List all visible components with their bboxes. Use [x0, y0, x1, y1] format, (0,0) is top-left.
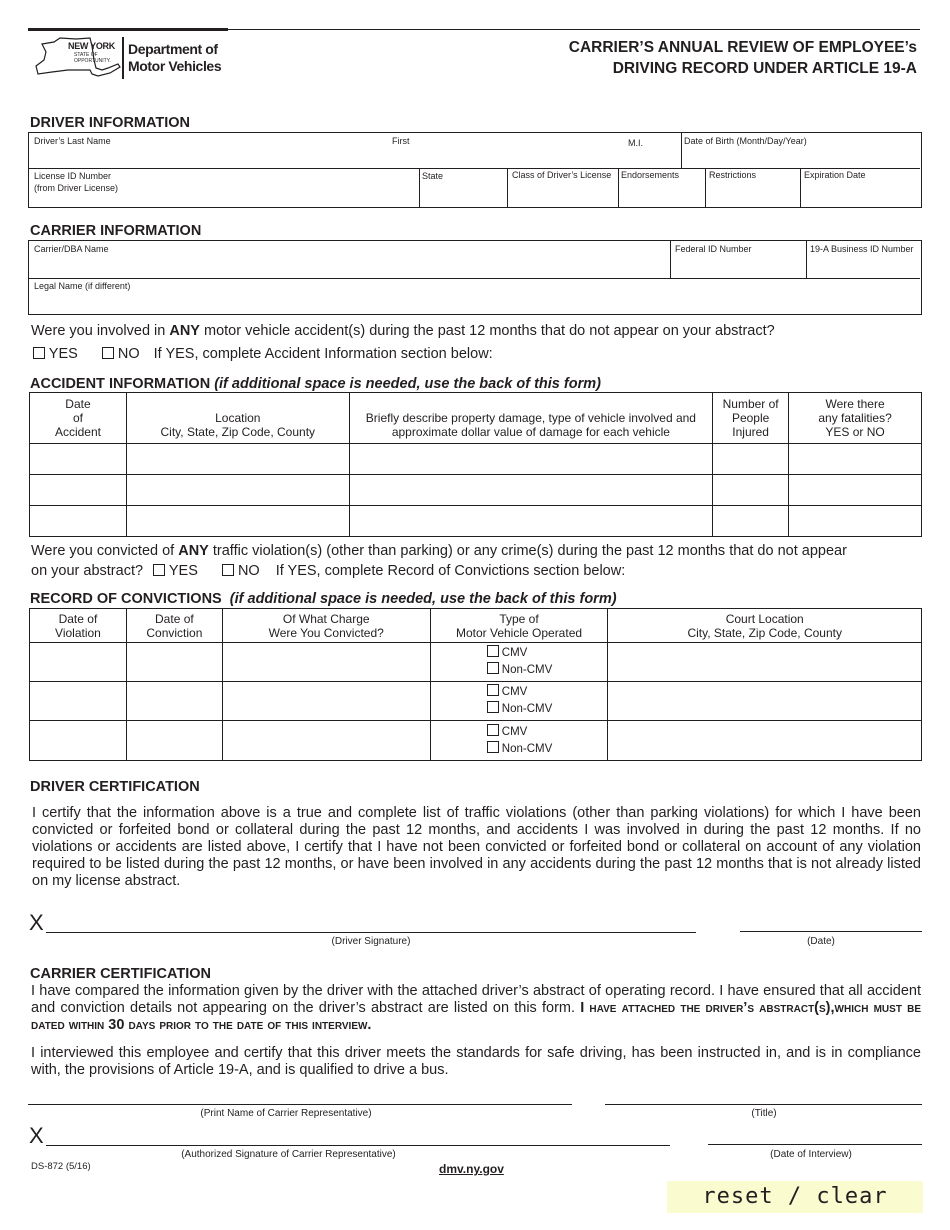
driver-signature-line[interactable]	[46, 932, 696, 933]
license-class-input[interactable]	[510, 187, 615, 205]
driver-signature-x: X	[29, 910, 44, 935]
conv-col-charge: Of What Charge Were You Convicted?	[222, 609, 430, 643]
court-location-cell[interactable]	[608, 682, 922, 721]
reset-clear-button[interactable]	[667, 1181, 923, 1213]
non-cmv-checkbox[interactable]	[487, 741, 499, 753]
driver-dob-input[interactable]	[684, 147, 916, 165]
vehicle-type-cell: CMV Non-CMV	[430, 682, 608, 721]
agency-line-2: Motor Vehicles	[128, 58, 222, 74]
accident-location-cell[interactable]	[126, 506, 349, 537]
accident-table-heading: ACCIDENT INFORMATION (if additional space is needed, use the back of this form)	[30, 376, 601, 392]
conviction-row	[30, 721, 922, 761]
accident-col-description: Briefly describe property damage, type of vehicle involved and approximate dollar value of damage for each vehicle	[349, 393, 713, 444]
violation-date-cell[interactable]	[30, 682, 127, 721]
accident-no-label: NO	[117, 346, 140, 362]
license-id-label: License ID Number (from Driver License)	[34, 171, 119, 193]
accident-table	[29, 392, 922, 537]
carrier-signature-caption: (Authorized Signature of Carrier Representative)	[181, 1149, 396, 1160]
state-label: State	[422, 171, 444, 181]
conviction-no-label: NO	[237, 563, 260, 579]
accident-fatalities-cell[interactable]	[789, 475, 922, 506]
conviction-no-checkbox[interactable]	[222, 564, 234, 576]
expiration-label: Expiration Date	[804, 170, 866, 180]
accident-row	[30, 506, 922, 537]
reset-clear-label: reset / clear	[702, 1184, 888, 1209]
conviction-question: Were you convicted of ANY traffic violation(s) (other than parking) or any crime(s) during the past 12 months that do not appear	[31, 543, 847, 559]
non-cmv-checkbox[interactable]	[487, 701, 499, 713]
form-id: DS-872 (5/16)	[31, 1161, 91, 1172]
conv-col-conviction-date: Date of Conviction	[126, 609, 222, 643]
accident-question: Were you involved in ANY motor vehicle accident(s) during the past 12 months that do not appear on your abstract?	[31, 323, 775, 339]
federal-id-input[interactable]	[673, 257, 803, 275]
conviction-date-cell[interactable]	[126, 643, 222, 682]
title-line-1: CARRIER’S ANNUAL REVIEW OF EMPLOYEE’s	[568, 39, 917, 56]
restrictions-label: Restrictions	[709, 170, 757, 180]
conviction-row	[30, 643, 922, 682]
accident-location-cell[interactable]	[126, 444, 349, 475]
convictions-table	[29, 608, 922, 761]
non-cmv-checkbox[interactable]	[487, 662, 499, 674]
conv-col-violation-date: Date of Violation	[30, 609, 127, 643]
violation-date-cell[interactable]	[30, 721, 127, 761]
interview-date-line[interactable]	[708, 1144, 922, 1145]
top-rule-thin	[228, 29, 920, 30]
restrictions-input[interactable]	[708, 187, 797, 205]
logo-divider	[122, 37, 124, 79]
title-line-2: DRIVING RECORD UNDER ARTICLE 19-A	[612, 60, 917, 77]
conv-col-court: Court Location City, State, Zip Code, County	[608, 609, 922, 643]
carrier-info-box	[28, 240, 922, 315]
court-location-cell[interactable]	[608, 721, 922, 761]
business-id-input[interactable]	[809, 257, 917, 275]
legal-name-label: Legal Name (if different)	[34, 281, 131, 291]
driver-date-caption: (Date)	[807, 936, 835, 947]
accident-date-cell[interactable]	[30, 444, 127, 475]
conv-col-vehicle-type: Type of Motor Vehicle Operated	[430, 609, 608, 643]
agency-line-1: Department of	[128, 41, 218, 57]
charge-cell[interactable]	[222, 721, 430, 761]
driver-last-name-input[interactable]	[31, 147, 386, 165]
violation-date-cell[interactable]	[30, 643, 127, 682]
accident-date-cell[interactable]	[30, 506, 127, 537]
license-state-input[interactable]	[422, 187, 504, 205]
carrier-cert-heading: CARRIER CERTIFICATION	[30, 966, 211, 982]
charge-cell[interactable]	[222, 682, 430, 721]
convictions-header-row	[30, 609, 922, 643]
vehicle-type-cell: CMV Non-CMV	[430, 721, 608, 761]
accident-col-injured: Number of People Injured	[713, 393, 789, 444]
vehicle-type-cell: CMV Non-CMV	[430, 643, 608, 682]
conviction-yes-checkbox[interactable]	[153, 564, 165, 576]
mi-label: M.I.	[628, 138, 643, 148]
website-link[interactable]: dmv.ny.gov	[439, 1162, 504, 1176]
state-name: NEW YORK	[68, 41, 115, 51]
print-name-line[interactable]	[28, 1104, 572, 1105]
accident-injured-cell[interactable]	[713, 475, 789, 506]
driver-signature-caption: (Driver Signature)	[331, 936, 411, 947]
title-caption: (Title)	[751, 1108, 777, 1119]
accident-description-cell[interactable]	[349, 444, 713, 475]
accident-instruction: If YES, complete Accident Information section below:	[153, 346, 493, 362]
state-tagline: STATE OF OPPORTUNITY.	[74, 52, 111, 64]
conviction-instruction: If YES, complete Record of Convictions section below:	[275, 563, 626, 579]
print-name-caption: (Print Name of Carrier Representative)	[200, 1108, 372, 1119]
accident-col-location: Location City, State, Zip Code, County	[126, 393, 349, 444]
accident-yes-label: YES	[48, 346, 78, 362]
cmv-checkbox[interactable]	[487, 684, 499, 696]
convictions-table-heading: RECORD OF CONVICTIONS (if additional space is needed, use the back of this form)	[30, 591, 617, 607]
conviction-row	[30, 682, 922, 721]
accident-description-cell[interactable]	[349, 506, 713, 537]
accident-fatalities-cell[interactable]	[789, 444, 922, 475]
carrier-dba-input[interactable]	[31, 257, 667, 275]
endorsements-input[interactable]	[621, 187, 702, 205]
charge-cell[interactable]	[222, 643, 430, 682]
accident-injured-cell[interactable]	[713, 444, 789, 475]
conviction-answer-row: on your abstract? YES NO If YES, complete Record of Convictions section below:	[31, 563, 626, 579]
carrier-signature-line[interactable]	[46, 1145, 670, 1146]
accident-yes-checkbox[interactable]	[33, 347, 45, 359]
conviction-date-cell[interactable]	[126, 721, 222, 761]
legal-name-input[interactable]	[31, 294, 917, 312]
last-name-label: Driver’s Last Name	[34, 136, 111, 146]
carrier-signature-x: X	[29, 1123, 44, 1148]
license-id-input[interactable]	[139, 189, 415, 205]
accident-col-date: Date of Accident	[30, 393, 127, 444]
expiration-date-input[interactable]	[803, 187, 917, 205]
court-location-cell[interactable]	[608, 643, 922, 682]
accident-no-checkbox[interactable]	[102, 347, 114, 359]
carrier-cert-text-2: I interviewed this employee and certify that this driver meets the standards for safe driving, has been instructed in, and is in compliance with, the provisions of Article 19-A, and is qualified to drive a bus.	[31, 1045, 921, 1078]
accident-header-row	[30, 393, 922, 444]
title-line[interactable]	[605, 1104, 922, 1105]
federal-id-label: Federal ID Number	[675, 244, 752, 254]
conviction-date-cell[interactable]	[126, 682, 222, 721]
first-name-label: First	[392, 136, 410, 146]
class-label: Class of Driver’s License	[512, 170, 612, 180]
business-id-label: 19-A Business ID Number	[810, 244, 914, 254]
endorsements-label: Endorsements	[621, 170, 680, 180]
accident-location-cell[interactable]	[126, 475, 349, 506]
driver-info-heading: DRIVER INFORMATION	[30, 115, 191, 131]
dmv-logo	[30, 34, 230, 84]
accident-answer-row	[33, 346, 493, 362]
interview-date-caption: (Date of Interview)	[770, 1149, 852, 1160]
accident-row	[30, 444, 922, 475]
dob-label: Date of Birth (Month/Day/Year)	[684, 136, 807, 146]
driver-cert-text: I certify that the information above is a true and complete list of traffic violations (other than parking violations) for which I have been convicted or forfeited bond or collateral during the past 12 months, and accidents I was involved in during the past 12 months. If no violations or accidents are listed above, I certify that I have not been convicted or forfeited bond or collateral on account of any violation required to be listed during the past 12 months, or have been involved in any accidents during the past 12 months that is not already listed on my license abstract.	[32, 805, 921, 889]
accident-col-fatalities: Were there any fatalities? YES or NO	[789, 393, 922, 444]
accident-date-cell[interactable]	[30, 475, 127, 506]
accident-fatalities-cell[interactable]	[789, 506, 922, 537]
conviction-yes-label: YES	[168, 563, 198, 579]
carrier-cert-text: I have compared the information given by the driver with the attached driver’s abstract of operating record. I have ensured that all accident and conviction details not appearing on the driver’s abstract are listed on this form. I have attached the driver’s abstract(s),which must be dated within 30 days prior to the date of this interview.	[31, 983, 921, 1033]
dba-label: Carrier/DBA Name	[34, 244, 109, 254]
driver-mi-input[interactable]	[627, 147, 677, 165]
accident-description-cell[interactable]	[349, 475, 713, 506]
accident-row	[30, 475, 922, 506]
driver-cert-heading: DRIVER CERTIFICATION	[30, 779, 200, 795]
driver-date-line[interactable]	[740, 931, 922, 932]
cmv-checkbox[interactable]	[487, 645, 499, 657]
cmv-checkbox[interactable]	[487, 724, 499, 736]
driver-first-name-input[interactable]	[389, 147, 621, 165]
carrier-info-heading: CARRIER INFORMATION	[30, 223, 202, 239]
accident-injured-cell[interactable]	[713, 506, 789, 537]
top-rule	[28, 28, 228, 31]
form-title	[569, 37, 917, 79]
